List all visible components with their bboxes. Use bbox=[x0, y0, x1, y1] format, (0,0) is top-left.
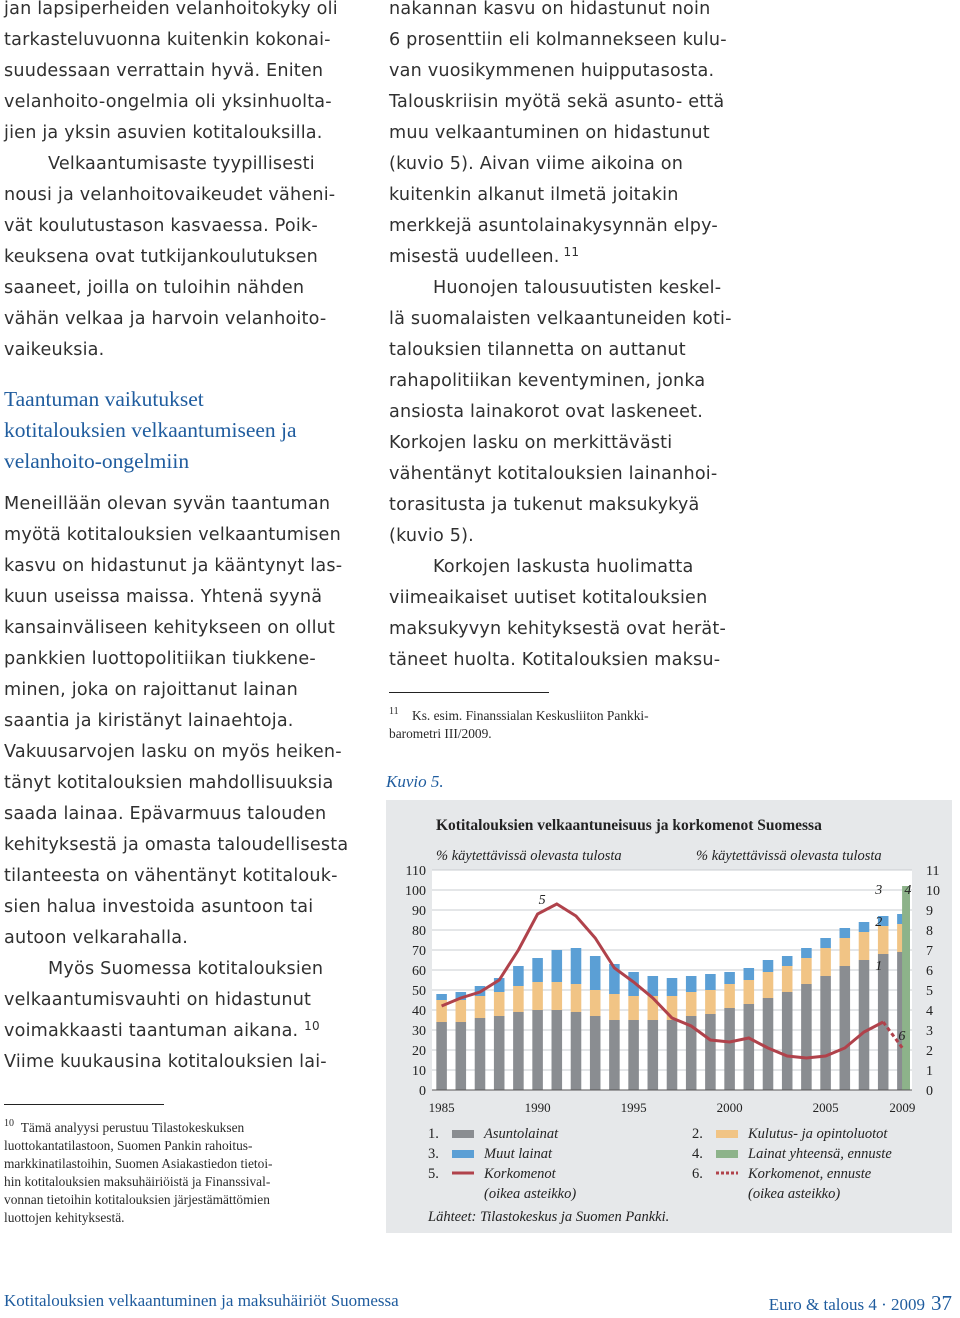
bar-segment-muut-lainat bbox=[590, 956, 601, 990]
legend-number: 6. bbox=[692, 1166, 703, 1182]
text-line: vähän velkaa ja harvoin velanhoito- bbox=[4, 309, 327, 329]
footnote-line bbox=[4, 1155, 356, 1173]
footer-title: Kotitalouksien velkaantuminen ja maksuhäiriöt Suomessa bbox=[4, 1291, 399, 1310]
footnote-text: Ks. esim. Finanssialan Keskusliiton Pankki- bbox=[412, 708, 649, 723]
text-line: vät koulutustason kasvaessa. Poik- bbox=[4, 216, 318, 236]
y-tick-left: 10 bbox=[412, 1064, 426, 1079]
y-tick-right: 7 bbox=[926, 944, 933, 959]
series-number-label: 4 bbox=[904, 883, 912, 898]
bar-segment-kulutus-ja-opintoluotot bbox=[494, 992, 505, 1016]
bar-segment-muut-lainat bbox=[782, 956, 793, 966]
bar-segment-asuntolainat bbox=[571, 1012, 582, 1090]
text-line-text: misestä uudelleen. bbox=[389, 247, 560, 267]
y-tick-left: 100 bbox=[405, 884, 426, 899]
text-line: myötä kotitalouksien velkaantumisen bbox=[4, 525, 341, 545]
text-line: kuitenkin alkanut ilmetä joitakin bbox=[389, 185, 679, 205]
footnote-line bbox=[4, 1137, 356, 1155]
y-tick-left: 90 bbox=[412, 904, 426, 919]
footnote-number: 11 bbox=[389, 706, 399, 717]
y-tick-right: 6 bbox=[926, 964, 933, 979]
bar-segment-muut-lainat bbox=[513, 966, 524, 986]
bar-segment-asuntolainat bbox=[667, 1020, 678, 1090]
legend-swatch bbox=[452, 1150, 474, 1158]
series-number-label: 2 bbox=[875, 915, 883, 930]
text-line: torasitusta ja tukenut maksukykyä bbox=[389, 495, 700, 515]
legend-label: Kulutus- ja opintoluotot bbox=[748, 1126, 888, 1142]
y-tick-right: 9 bbox=[926, 904, 933, 919]
y-tick-left: 80 bbox=[412, 924, 426, 939]
y-tick-left: 110 bbox=[405, 864, 426, 879]
text-line: kansainväliseen kehitykseen on ollut bbox=[4, 618, 336, 638]
y-tick-right: 1 bbox=[926, 1064, 933, 1079]
text-line: vaikeuksia. bbox=[4, 340, 105, 360]
text-line: kehityksestä ja omasta taloudellisesta bbox=[4, 835, 349, 855]
footnote-ref: 10 bbox=[304, 1019, 320, 1033]
bar-segment-kulutus-ja-opintoluotot bbox=[840, 938, 851, 966]
bar-segment-muut-lainat bbox=[705, 974, 716, 990]
footnote-ref: 11 bbox=[559, 245, 580, 259]
series-number-label: 3 bbox=[875, 883, 883, 898]
bar-segment-kulutus-ja-opintoluotot bbox=[609, 994, 620, 1020]
bar-segment-kulutus-ja-opintoluotot bbox=[820, 948, 831, 976]
bar-segment-asuntolainat bbox=[724, 1008, 735, 1090]
footnote-text: luottojen kehityksestä. bbox=[4, 1210, 125, 1225]
heading-line: velanhoito-ongelmiin bbox=[4, 449, 190, 473]
section-heading bbox=[4, 384, 356, 477]
y-tick-left: 70 bbox=[412, 944, 426, 959]
y-axis-label-right: % käytettävissä olevasta tulosta bbox=[696, 848, 882, 864]
right-column bbox=[389, 0, 734, 743]
bar-segment-muut-lainat bbox=[552, 950, 563, 982]
bar-segment-kulutus-ja-opintoluotot bbox=[628, 996, 639, 1020]
bar-segment-asuntolainat bbox=[475, 1018, 486, 1090]
y-tick-right: 8 bbox=[926, 924, 933, 939]
text-line: kasvu on hidastunut ja kääntynyt las- bbox=[4, 556, 343, 576]
bar-segment-kulutus-ja-opintoluotot bbox=[878, 926, 889, 954]
bar-segment-asuntolainat bbox=[801, 984, 812, 1090]
bar-segment-asuntolainat bbox=[840, 966, 851, 1090]
left-column bbox=[4, 0, 356, 1227]
footnote-line bbox=[389, 707, 734, 725]
bar-segment-asuntolainat bbox=[859, 960, 870, 1090]
bar-segment-asuntolainat bbox=[648, 1020, 659, 1090]
text-line: tarkasteluvuonna kuitenkin kokonai- bbox=[4, 30, 331, 50]
bar-segment-asuntolainat bbox=[513, 1012, 524, 1090]
text-line: lä suomalaisten velkaantuneiden koti- bbox=[389, 309, 732, 329]
text-line: Viime kuukausina kotitalouksien lai- bbox=[4, 1052, 327, 1072]
heading-line: kotitalouksien velkaantumiseen ja bbox=[4, 418, 297, 442]
text-line: Korkojen lasku on merkittävästi bbox=[389, 433, 673, 453]
legend-number: 2. bbox=[692, 1126, 703, 1142]
text-line: velanhoito-ongelmia oli yksinhuolta- bbox=[4, 92, 332, 112]
text-line: Huonojen talousuutisten keskel- bbox=[433, 278, 722, 298]
bar-segment-asuntolainat bbox=[494, 1016, 505, 1090]
bar-segment-asuntolainat bbox=[552, 1010, 563, 1090]
bar-segment-asuntolainat bbox=[782, 992, 793, 1090]
series-number-label: 5 bbox=[538, 893, 546, 908]
bar-segment-muut-lainat bbox=[436, 994, 447, 1000]
bar-segment-muut-lainat bbox=[744, 968, 755, 980]
y-tick-right: 10 bbox=[926, 884, 940, 899]
text-line: keuksena ovat tutkijankoulutuksen bbox=[4, 247, 319, 267]
text-line: suudessaan verrattain hyvä. Eniten bbox=[4, 61, 324, 81]
text-line: (kuvio 5). bbox=[389, 526, 474, 546]
x-tick-label: 2000 bbox=[716, 1100, 743, 1115]
text-line: saantia ja kiristänyt lainaehtoja. bbox=[4, 711, 294, 731]
figure-label: Kuvio 5. bbox=[386, 772, 444, 791]
footnote-number: 10 bbox=[4, 1118, 14, 1129]
text-line: nousi ja velanhoitovaikeudet väheni- bbox=[4, 185, 336, 205]
text-line: Talouskriisin myötä sekä asunto- että bbox=[389, 92, 725, 112]
right-paragraph-2 bbox=[389, 273, 734, 552]
bar-segment-kulutus-ja-opintoluotot bbox=[513, 986, 524, 1012]
bar-segment-muut-lainat bbox=[724, 972, 735, 984]
bar-segment-asuntolainat bbox=[705, 1014, 716, 1090]
text-line: saada lainaa. Epävarmuus talouden bbox=[4, 804, 327, 824]
legend-label: Korkomenot bbox=[484, 1166, 556, 1182]
y-tick-left: 50 bbox=[412, 984, 426, 999]
bar-total-forecast bbox=[902, 886, 910, 1090]
y-tick-right: 0 bbox=[926, 1084, 933, 1099]
text-line: rahapolitiikan keventyminen, jonka bbox=[389, 371, 706, 391]
text-line: (kuvio 5). Aivan viime aikoina on bbox=[389, 154, 684, 174]
text-line: vähentänyt kotitalouksien lainanhoi- bbox=[389, 464, 718, 484]
y-axis-label-left: % käytettävissä olevasta tulosta bbox=[436, 848, 622, 864]
y-tick-left: 40 bbox=[412, 1004, 426, 1019]
legend-number: 5. bbox=[428, 1166, 439, 1182]
left-paragraph-1 bbox=[4, 0, 356, 149]
legend-label: Korkomenot, ennuste bbox=[748, 1166, 872, 1182]
text-line: sien halua investoida asuntoon tai bbox=[4, 897, 314, 917]
bar-segment-muut-lainat bbox=[801, 948, 812, 958]
bar-segment-kulutus-ja-opintoluotot bbox=[456, 1000, 467, 1022]
footer-issue: Euro & talous 4 · 2009 bbox=[768, 1295, 925, 1314]
y-tick-left: 20 bbox=[412, 1044, 426, 1059]
footnote-text: luottokantatilastoon, Suomen Pankin rahoitus- bbox=[4, 1138, 253, 1153]
text-line: Meneillään olevan syvän taantuman bbox=[4, 494, 331, 514]
bar-segment-kulutus-ja-opintoluotot bbox=[744, 980, 755, 1004]
text-line: saaneet, joilla on tuloihin nähden bbox=[4, 278, 305, 298]
footnote-line bbox=[4, 1209, 356, 1227]
legend-label: Asuntolainat bbox=[484, 1126, 559, 1142]
text-line: Velkaantumisaste tyypillisesti bbox=[48, 154, 315, 174]
text-line: Myös Suomessa kotitalouksien bbox=[48, 959, 324, 979]
bar-segment-kulutus-ja-opintoluotot bbox=[552, 982, 563, 1010]
bar-segment-asuntolainat bbox=[609, 1020, 620, 1090]
right-paragraph-3 bbox=[389, 552, 734, 676]
bar-segment-muut-lainat bbox=[820, 938, 831, 948]
y-tick-right: 11 bbox=[926, 864, 940, 879]
text-line: velkaantumisvauhti on hidastunut bbox=[4, 990, 312, 1010]
legend-swatch bbox=[452, 1130, 474, 1138]
text-line: minen, joka on rajoittanut lainan bbox=[4, 680, 298, 700]
footnote-line bbox=[4, 1119, 356, 1137]
bar-segment-asuntolainat bbox=[456, 1022, 467, 1090]
chart bbox=[386, 800, 952, 1233]
text-line: merkkejä asuntolainakysynnän elpy- bbox=[389, 216, 718, 236]
bar-segment-muut-lainat bbox=[763, 960, 774, 972]
x-tick-label: 2005 bbox=[812, 1100, 839, 1115]
bar-segment-kulutus-ja-opintoluotot bbox=[590, 990, 601, 1016]
bar-segment-muut-lainat bbox=[532, 958, 543, 982]
left-paragraph-4 bbox=[4, 954, 356, 1078]
text-line: tilanteesta on vähentänyt kotitalouk- bbox=[4, 866, 338, 886]
text-line: jan lapsiperheiden velanhoitokyky oli bbox=[4, 0, 338, 19]
y-tick-right: 3 bbox=[926, 1024, 933, 1039]
x-tick-label: 1990 bbox=[524, 1100, 551, 1115]
text-line: talouksien tilannetta on auttanut bbox=[389, 340, 686, 360]
bar-segment-kulutus-ja-opintoluotot bbox=[571, 984, 582, 1012]
left-paragraph-3 bbox=[4, 489, 356, 954]
bar-segment-kulutus-ja-opintoluotot bbox=[532, 982, 543, 1010]
y-tick-left: 60 bbox=[412, 964, 426, 979]
bar-segment-kulutus-ja-opintoluotot bbox=[475, 996, 486, 1018]
text-line: nakannan kasvu on hidastunut noin bbox=[389, 0, 711, 19]
text-line: maksukyvyn kehityksestä ovat herät- bbox=[389, 619, 727, 639]
legend-label: Lainat yhteensä, ennuste bbox=[748, 1146, 892, 1162]
bar-segment-asuntolainat bbox=[590, 1016, 601, 1090]
footnote-text: vonnan tietoihin kotitalouksien järjestämättömien bbox=[4, 1192, 270, 1207]
chart-source: Lähteet: Tilastokeskus ja Suomen Pankki. bbox=[428, 1209, 670, 1225]
series-number-label: 6 bbox=[898, 1029, 906, 1044]
bar-segment-muut-lainat bbox=[840, 928, 851, 938]
text-line: 6 prosenttiin eli kolmannekseen kulu- bbox=[389, 30, 727, 50]
legend-sublabel: (oikea asteikko) bbox=[748, 1186, 841, 1202]
chart-title: Kotitalouksien velkaantuneisuus ja korkomenot Suomessa bbox=[436, 817, 822, 834]
text-line: pankkien luottopolitiikan tiukkene- bbox=[4, 649, 316, 669]
bar-segment-asuntolainat bbox=[763, 998, 774, 1090]
text-line: muu velkaantuminen on hidastunut bbox=[389, 123, 710, 143]
footnote-11 bbox=[389, 707, 734, 743]
text-line: tänyt kotitalouksien mahdollisuuksia bbox=[4, 773, 334, 793]
heading-line: Taantuman vaikutukset bbox=[4, 387, 204, 411]
page-number: 37 bbox=[931, 1291, 952, 1315]
bar-segment-asuntolainat bbox=[628, 1020, 639, 1090]
bar-segment-kulutus-ja-opintoluotot bbox=[724, 984, 735, 1008]
left-paragraph-2 bbox=[4, 149, 356, 366]
chart-panel bbox=[386, 800, 952, 1233]
footnote-line bbox=[389, 725, 734, 743]
legend-swatch bbox=[716, 1150, 738, 1158]
bar-segment-asuntolainat bbox=[436, 1022, 447, 1090]
y-tick-right: 5 bbox=[926, 984, 933, 999]
text-line bbox=[389, 242, 734, 273]
bar-segment-asuntolainat bbox=[532, 1010, 543, 1090]
series-number-label: 1 bbox=[875, 959, 883, 974]
text-line: autoon velkarahalla. bbox=[4, 928, 188, 948]
x-tick-label: 1995 bbox=[620, 1100, 647, 1115]
bar-segment-kulutus-ja-opintoluotot bbox=[763, 972, 774, 998]
text-line: Korkojen laskusta huolimatta bbox=[433, 557, 694, 577]
text-line: ansiosta lainakorot ovat laskeneet. bbox=[389, 402, 704, 422]
text-line: täneet huolta. Kotitalouksien maksu- bbox=[389, 650, 721, 670]
right-paragraph-1 bbox=[389, 0, 734, 273]
bar-segment-muut-lainat bbox=[571, 948, 582, 984]
y-tick-left: 0 bbox=[419, 1084, 426, 1099]
footnote-text: markkinatilastoihin, Suomen Asiakastiedon tietoi- bbox=[4, 1156, 273, 1171]
footnote-line bbox=[4, 1173, 356, 1191]
text-line: van vuosikymmenen huipputasosta. bbox=[389, 61, 715, 81]
bar-segment-kulutus-ja-opintoluotot bbox=[859, 932, 870, 960]
bar-segment-asuntolainat bbox=[820, 976, 831, 1090]
bar-segment-muut-lainat bbox=[667, 978, 678, 996]
text-line: Vakuusarvojen lasku on myös heiken- bbox=[4, 742, 342, 762]
text-line: kuun useissa maissa. Yhtenä syynä bbox=[4, 587, 323, 607]
y-tick-left: 30 bbox=[412, 1024, 426, 1039]
x-tick-label: 1985 bbox=[428, 1100, 455, 1115]
text-line: viimeaikaiset uutiset kotitalouksien bbox=[389, 588, 708, 608]
legend-sublabel: (oikea asteikko) bbox=[484, 1186, 577, 1202]
legend-number: 4. bbox=[692, 1146, 703, 1162]
bar-segment-kulutus-ja-opintoluotot bbox=[782, 966, 793, 992]
footnote-line bbox=[4, 1191, 356, 1209]
bar-segment-asuntolainat bbox=[744, 1004, 755, 1090]
bar-segment-kulutus-ja-opintoluotot bbox=[686, 992, 697, 1016]
footer-publication bbox=[769, 1291, 952, 1316]
bar-segment-muut-lainat bbox=[686, 976, 697, 992]
x-tick-label: 2009 bbox=[889, 1100, 916, 1115]
footnote-text: Tämä analyysi perustuu Tilastokeskuksen bbox=[20, 1120, 245, 1135]
y-tick-right: 2 bbox=[926, 1044, 933, 1059]
footnote-10 bbox=[4, 1119, 356, 1227]
text-line: jien ja yksin asuvien kotitalouksilla. bbox=[4, 123, 323, 143]
bar-segment-kulutus-ja-opintoluotot bbox=[801, 958, 812, 984]
y-tick-right: 4 bbox=[926, 1004, 933, 1019]
footnote-text: hin kotitalouksien maksuhäiriöistä ja Finanssival- bbox=[4, 1174, 271, 1189]
legend-number: 3. bbox=[428, 1146, 439, 1162]
legend-number: 1. bbox=[428, 1126, 439, 1142]
bar-segment-muut-lainat bbox=[859, 922, 870, 932]
text-line: voimakkaasti taantuman aikana. $^{10}$ bbox=[4, 1019, 320, 1041]
legend-label: Muut lainat bbox=[484, 1146, 553, 1162]
legend-swatch bbox=[716, 1130, 738, 1138]
footnote-text: barometri III/2009. bbox=[389, 726, 492, 741]
bar-segment-kulutus-ja-opintoluotot bbox=[705, 990, 716, 1014]
